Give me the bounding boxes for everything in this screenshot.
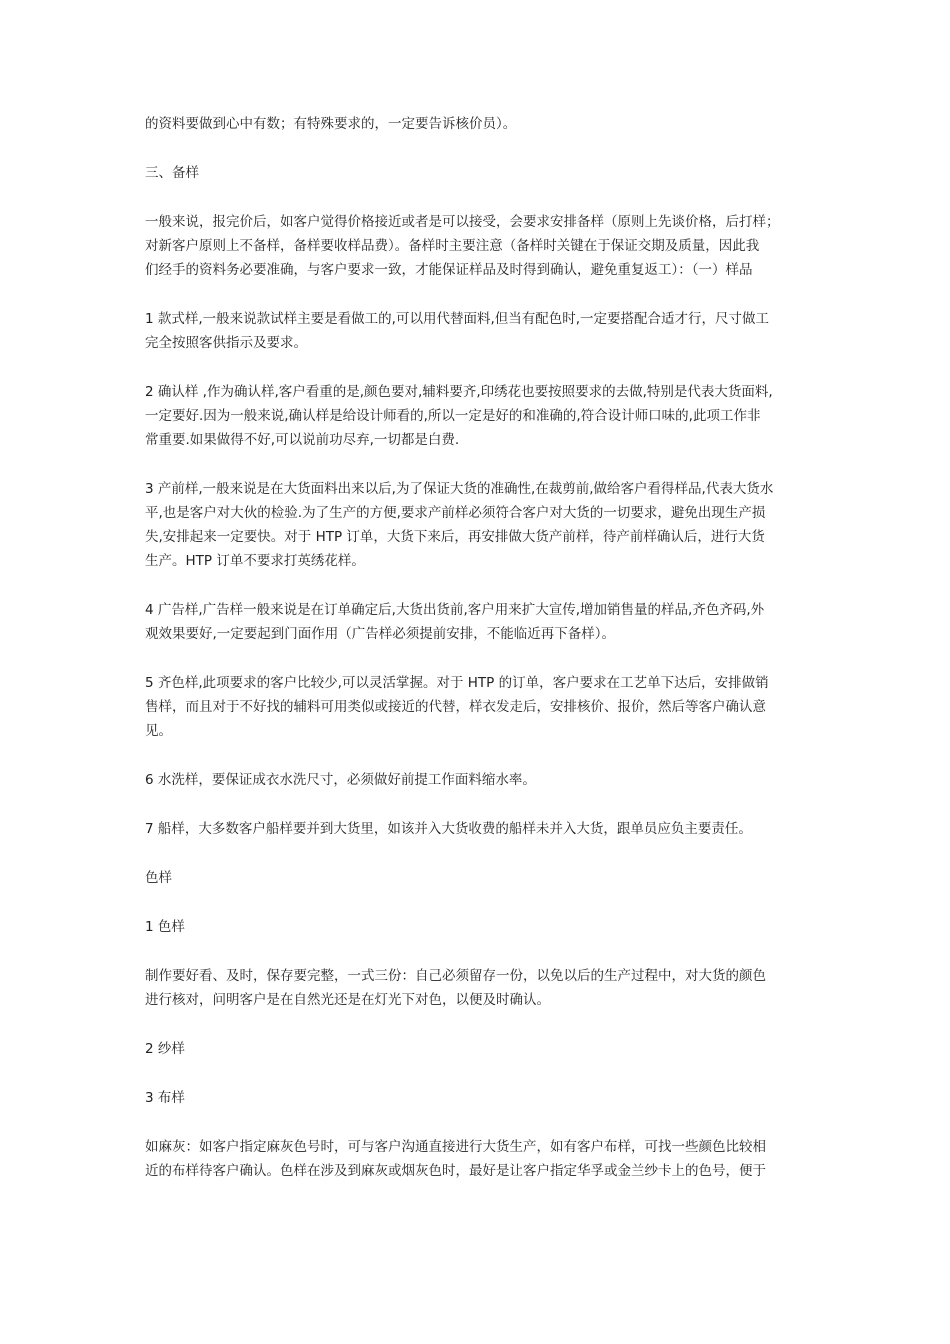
paragraph: [145, 598, 813, 646]
document-body: [145, 112, 813, 1208]
text-line: 2 纱样: [145, 1041, 185, 1057]
text-line: 3 布样: [145, 1090, 185, 1106]
text-line: 一定要好.因为一般来说,确认样是给设计师看的,所以一定是好的和准确的,符合设计师口味的,此项工作非: [145, 408, 761, 424]
paragraph: [145, 817, 813, 841]
text-line: 近的布样待客户确认。色样在涉及到麻灰或烟灰色时，最好是让客户指定华孚或金兰纱卡上的色号，便于: [145, 1163, 766, 1179]
text-line: 的资料要做到心中有数；有特殊要求的，一定要告诉核价员）。: [145, 116, 517, 132]
text-line: 如麻灰：如客户指定麻灰色号时，可与客户沟通直接进行大货生产，如有客户布样，可找一些颜色比较相: [145, 1139, 766, 1155]
text-line: 平,也是客户对大伙的检验.为了生产的方便,要求产前样必须符合客户对大货的一切要求，避免出现生产损: [145, 505, 766, 521]
text-line: 售样，而且对于不好找的辅料可用类似或接近的代替，样衣发走后，安排核价、报价，然后等客户确认意: [145, 699, 766, 715]
text-line: 见。: [145, 723, 172, 739]
text-line: 5 齐色样,此项要求的客户比较少,可以灵活掌握。对于 HTP 的订单，客户要求在工艺单下达后，安排做销: [145, 675, 769, 691]
text-line: 3 产前样,一般来说是在大货面料出来以后,为了保证大货的准确性,在裁剪前,做给客户看得样品,代表大货水: [145, 481, 774, 497]
text-line: 对新客户原则上不备样，备样要收样品费）。备样时主要注意（备样时关键在于保证交期及质量，因此我: [145, 238, 760, 254]
text-line: 三、备样: [145, 165, 199, 181]
paragraph: [145, 964, 813, 1012]
text-line: 7 船样，大多数客户船样要并到大货里，如该并入大货收费的船样未并入大货，跟单员应负主要责任。: [145, 821, 752, 837]
text-line: 们经手的资料务必要准确，与客户要求一致，才能保证样品及时得到确认，避免重复返工）：（一）样品: [145, 262, 753, 278]
paragraph: [145, 477, 813, 573]
text-line: 一般来说，报完价后，如客户觉得价格接近或者是可以接受，会要求安排备样（原则上先谈价格，后打样；: [145, 214, 780, 230]
text-line: 生产。HTP 订单不要求打英绣花样。: [145, 553, 365, 569]
paragraph: [145, 1037, 813, 1061]
text-line: 1 款式样,一般来说款试样主要是看做工的,可以用代替面料,但当有配色时,一定要搭配合适才行，尺寸做工: [145, 311, 770, 327]
text-line: 1 色样: [145, 919, 185, 935]
text-line: 失,安排起来一定要快。对于 HTP 订单，大货下来后，再安排做大货产前样，待产前样确认后，进行大货: [145, 529, 765, 545]
text-line: 观效果要好,一定要起到门面作用（广告样必须提前安排，不能临近再下备样）。: [145, 626, 616, 642]
text-line: 6 水洗样，要保证成衣水洗尺寸，必须做好前提工作面料缩水率。: [145, 772, 536, 788]
text-line: 常重要.如果做得不好,可以说前功尽弃,一切都是白费.: [145, 432, 460, 448]
paragraph: [145, 210, 813, 282]
paragraph: [145, 380, 813, 452]
paragraph: [145, 1135, 813, 1183]
paragraph: [145, 671, 813, 743]
paragraph: [145, 915, 813, 939]
text-line: 制作要好看、及时，保存要完整，一式三份：自己必须留存一份，以免以后的生产过程中，对大货的颜色: [145, 968, 766, 984]
text-line: 完全按照客供指示及要求。: [145, 335, 307, 351]
paragraph: [145, 112, 813, 136]
paragraph: [145, 1086, 813, 1110]
paragraph: [145, 161, 813, 185]
paragraph: [145, 768, 813, 792]
text-line: 进行核对，问明客户是在自然光还是在灯光下对色，以便及时确认。: [145, 992, 550, 1008]
paragraph: [145, 307, 813, 355]
text-line: 4 广告样,广告样一般来说是在订单确定后,大货出货前,客户用来扩大宣传,增加销售量的样品,齐色齐码,外: [145, 602, 765, 618]
text-line: 色样: [145, 870, 172, 886]
text-line: 2 确认样 ,作为确认样,客户看重的是,颜色要对,辅料要齐,印绣花也要按照要求的去做,特别是代表大货面料,: [145, 384, 773, 400]
paragraph: [145, 866, 813, 890]
